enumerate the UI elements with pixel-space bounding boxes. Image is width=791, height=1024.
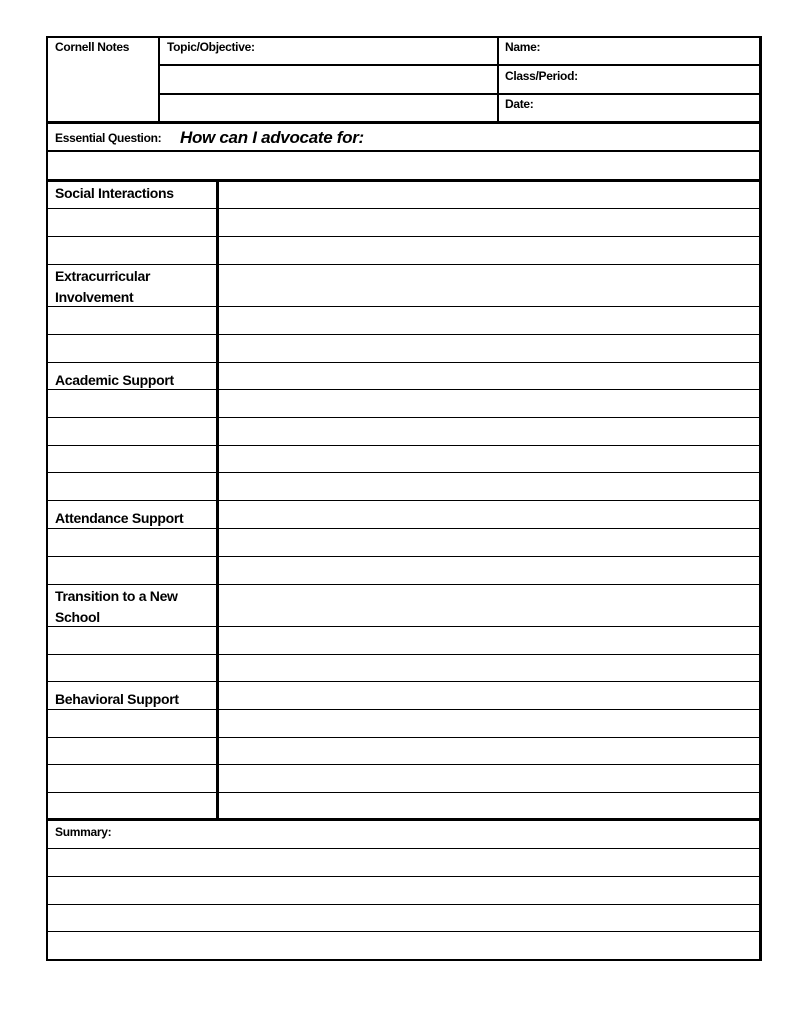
header-divider-1 xyxy=(158,36,160,123)
class-period-field[interactable] xyxy=(590,66,758,93)
category-academic-support: Academic Support xyxy=(55,372,174,388)
essential-question-label: Essential Question: xyxy=(55,131,162,145)
essential-question-field[interactable] xyxy=(48,152,758,179)
category-extracurricular-involvement: Extracurricular Involvement xyxy=(55,268,151,305)
date-field[interactable] xyxy=(540,95,758,121)
outer-border-right xyxy=(759,36,762,961)
page-title: Cornell Notes xyxy=(55,40,130,54)
header-bottom-line xyxy=(46,121,762,124)
category-attendance-support: Attendance Support xyxy=(55,510,184,526)
notes-column-field[interactable] xyxy=(220,182,758,818)
essential-question-text: How can I advocate for: xyxy=(180,128,364,147)
class-period-label: Class/Period: xyxy=(505,69,578,83)
category-behavioral-support: Behavioral Support xyxy=(55,691,179,707)
category-social-interactions: Social Interactions xyxy=(55,185,174,201)
name-field[interactable] xyxy=(550,38,758,64)
header-divider-2 xyxy=(497,36,499,123)
summary-field[interactable] xyxy=(48,821,758,958)
outer-border-bottom xyxy=(46,959,762,961)
cue-column-field[interactable] xyxy=(48,182,215,818)
topic-field[interactable] xyxy=(161,48,495,120)
summary-label: Summary: xyxy=(55,825,112,839)
category-transition-new-school: Transition to a New School xyxy=(55,588,178,625)
topic-label: Topic/Objective: xyxy=(167,40,255,54)
name-label: Name: xyxy=(505,40,541,54)
date-label: Date: xyxy=(505,97,534,111)
